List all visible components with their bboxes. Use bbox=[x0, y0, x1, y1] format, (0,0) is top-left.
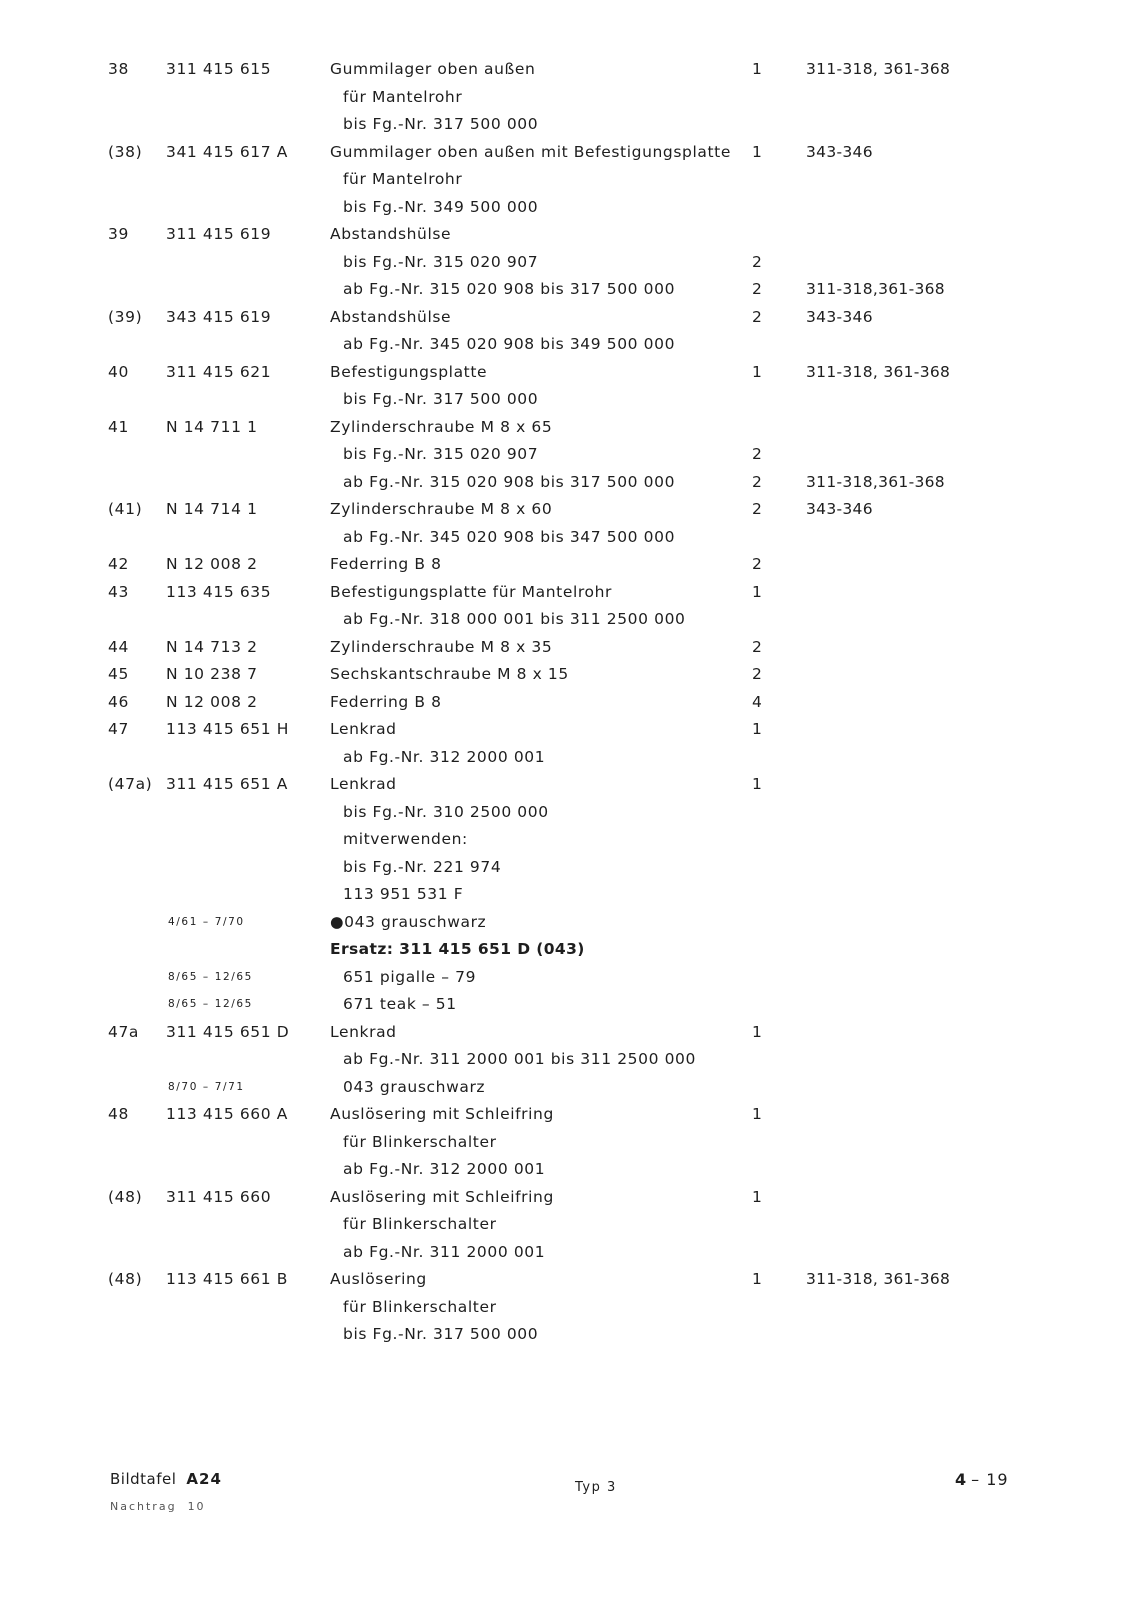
part-number: N 12 008 2 bbox=[166, 555, 258, 573]
table-row bbox=[0, 469, 1137, 497]
part-number: 113 415 661 B bbox=[166, 1270, 288, 1288]
table-row bbox=[0, 689, 1137, 717]
bildtafel-value: A24 bbox=[186, 1470, 222, 1488]
part-number: 341 415 617 A bbox=[166, 142, 288, 161]
table-row bbox=[0, 386, 1137, 414]
part-description: Zylinderschraube M 8 x 60 bbox=[330, 500, 553, 518]
table-row bbox=[0, 524, 1137, 552]
type-range: 311-318,361-368 bbox=[806, 280, 945, 298]
part-description: für Mantelrohr bbox=[343, 170, 463, 188]
part-number: 311 415 621 bbox=[166, 362, 272, 381]
part-description: Ersatz: 311 415 651 D (043) bbox=[330, 940, 585, 958]
part-description: Lenkrad bbox=[330, 1022, 397, 1041]
part-description: Auslösering mit Schleifring bbox=[330, 1187, 554, 1206]
quantity: 1 bbox=[752, 582, 763, 601]
type-range: 311-318, 361-368 bbox=[806, 362, 951, 381]
table-row bbox=[0, 606, 1137, 634]
part-description: für Mantelrohr bbox=[343, 87, 463, 106]
bildtafel-reference bbox=[110, 1470, 222, 1488]
quantity: 2 bbox=[752, 637, 763, 656]
part-number: 113 415 651 H bbox=[166, 720, 289, 738]
page-number bbox=[955, 1470, 1009, 1489]
table-row bbox=[0, 881, 1137, 909]
table-row bbox=[0, 139, 1137, 167]
part-number: N 10 238 7 bbox=[166, 665, 258, 683]
table-row bbox=[0, 1184, 1137, 1212]
type-range: 311-318, 361-368 bbox=[806, 1270, 951, 1288]
table-row bbox=[0, 166, 1137, 194]
table-row bbox=[0, 909, 1137, 937]
part-description: Federring B 8 bbox=[330, 555, 442, 573]
quantity: 1 bbox=[752, 1270, 763, 1288]
part-description: ab Fg.-Nr. 312 2000 001 bbox=[343, 1160, 546, 1178]
part-description: Auslösering bbox=[330, 1270, 427, 1288]
part-description: ●043 grauschwarz bbox=[330, 912, 487, 931]
part-description: Abstandshülse bbox=[330, 307, 452, 326]
table-row bbox=[0, 1046, 1137, 1074]
quantity: 1 bbox=[752, 775, 763, 793]
table-row bbox=[0, 1321, 1137, 1349]
part-number: N 12 008 2 bbox=[166, 692, 258, 711]
table-row bbox=[0, 1101, 1137, 1129]
quantity: 4 bbox=[752, 692, 763, 711]
part-number: N 14 711 1 bbox=[166, 417, 258, 436]
nachtrag-label: Nachtrag bbox=[110, 1500, 177, 1513]
table-row bbox=[0, 936, 1137, 964]
page-section: 4 bbox=[955, 1470, 968, 1489]
part-description: ab Fg.-Nr. 345 020 908 bis 347 500 000 bbox=[343, 527, 676, 546]
table-row bbox=[0, 634, 1137, 662]
position-number: (38) bbox=[108, 142, 143, 161]
quantity: 1 bbox=[752, 1022, 763, 1041]
quantity: 2 bbox=[752, 500, 763, 518]
quantity: 1 bbox=[752, 1187, 763, 1206]
table-row bbox=[0, 276, 1137, 304]
part-description: ab Fg.-Nr. 315 020 908 bis 317 500 000 bbox=[343, 472, 676, 491]
table-row bbox=[0, 1266, 1137, 1294]
table-row bbox=[0, 744, 1137, 772]
nachtrag-value: 10 bbox=[187, 1500, 206, 1513]
part-number: 311 415 660 bbox=[166, 1187, 272, 1206]
table-row bbox=[0, 359, 1137, 387]
position-number: (41) bbox=[108, 500, 143, 518]
part-number: 311 415 651 D bbox=[166, 1022, 290, 1041]
part-description: mitverwenden: bbox=[343, 830, 468, 848]
part-number: 113 415 635 bbox=[166, 582, 272, 601]
part-description: bis Fg.-Nr. 221 974 bbox=[343, 857, 502, 876]
position-number: 40 bbox=[108, 362, 129, 381]
part-description: ab Fg.-Nr. 312 2000 001 bbox=[343, 747, 546, 766]
part-description: bis Fg.-Nr. 310 2500 000 bbox=[343, 802, 549, 821]
part-description: Zylinderschraube M 8 x 65 bbox=[330, 417, 553, 436]
quantity: 1 bbox=[752, 362, 763, 381]
quantity: 2 bbox=[752, 445, 763, 463]
quantity: 1 bbox=[752, 1105, 763, 1123]
table-row bbox=[0, 991, 1137, 1019]
table-row bbox=[0, 194, 1137, 222]
part-description: ab Fg.-Nr. 318 000 001 bis 311 2500 000 bbox=[343, 610, 686, 628]
part-description: 651 pigalle – 79 bbox=[343, 967, 477, 986]
position-number: (47a) bbox=[108, 775, 153, 793]
date-range: 8/65 – 12/65 bbox=[168, 998, 253, 1010]
part-description: Gummilager oben außen mit Befestigungsplatte bbox=[330, 142, 731, 161]
part-description: bis Fg.-Nr. 317 500 000 bbox=[343, 1325, 539, 1343]
part-description: Sechskantschraube M 8 x 15 bbox=[330, 665, 569, 683]
quantity: 2 bbox=[752, 307, 763, 326]
parts-list bbox=[0, 56, 1137, 1349]
table-row bbox=[0, 771, 1137, 799]
position-number: 39 bbox=[108, 225, 129, 243]
part-description: bis Fg.-Nr. 317 500 000 bbox=[343, 115, 539, 133]
position-number: 42 bbox=[108, 555, 129, 573]
table-row bbox=[0, 551, 1137, 579]
table-row bbox=[0, 964, 1137, 992]
part-description: ab Fg.-Nr. 311 2000 001 bbox=[343, 1242, 546, 1261]
table-row bbox=[0, 1294, 1137, 1322]
part-description: ab Fg.-Nr. 315 020 908 bis 317 500 000 bbox=[343, 280, 676, 298]
table-row bbox=[0, 1129, 1137, 1157]
position-number: 44 bbox=[108, 637, 129, 656]
position-number: (39) bbox=[108, 307, 143, 326]
part-description: Federring B 8 bbox=[330, 692, 442, 711]
table-row bbox=[0, 579, 1137, 607]
part-description: Befestigungsplatte bbox=[330, 362, 488, 381]
part-description: für Blinkerschalter bbox=[343, 1215, 497, 1233]
part-description: bis Fg.-Nr. 315 020 907 bbox=[343, 445, 539, 463]
table-row bbox=[0, 56, 1137, 84]
table-row bbox=[0, 1019, 1137, 1047]
part-description: bis Fg.-Nr. 317 500 000 bbox=[343, 390, 539, 408]
part-number: N 14 714 1 bbox=[166, 500, 258, 518]
position-number: 48 bbox=[108, 1105, 129, 1123]
quantity: 2 bbox=[752, 665, 763, 683]
table-row bbox=[0, 441, 1137, 469]
date-range: 8/65 – 12/65 bbox=[168, 970, 253, 983]
table-row bbox=[0, 221, 1137, 249]
part-description: für Blinkerschalter bbox=[343, 1132, 497, 1151]
date-range: 4/61 – 7/70 bbox=[168, 915, 245, 928]
part-description: bis Fg.-Nr. 315 020 907 bbox=[343, 252, 539, 271]
part-description: Gummilager oben außen bbox=[330, 60, 536, 78]
table-row bbox=[0, 1074, 1137, 1102]
date-range: 8/70 – 7/71 bbox=[168, 1080, 245, 1093]
quantity: 2 bbox=[752, 472, 763, 491]
type-range: 343-346 bbox=[806, 142, 873, 161]
table-row bbox=[0, 1239, 1137, 1267]
part-number: N 14 713 2 bbox=[166, 637, 258, 656]
position-number: 45 bbox=[108, 665, 129, 683]
position-number: 43 bbox=[108, 582, 129, 601]
position-number: 47a bbox=[108, 1022, 140, 1041]
part-number: 311 415 619 bbox=[166, 225, 272, 243]
part-description: bis Fg.-Nr. 349 500 000 bbox=[343, 197, 539, 216]
table-row bbox=[0, 496, 1137, 524]
table-row bbox=[0, 1156, 1137, 1184]
part-description: 671 teak – 51 bbox=[343, 995, 457, 1013]
table-row bbox=[0, 414, 1137, 442]
part-description: 113 951 531 F bbox=[343, 885, 464, 903]
position-number: 46 bbox=[108, 692, 129, 711]
position-number: 47 bbox=[108, 720, 129, 738]
table-row bbox=[0, 799, 1137, 827]
bildtafel-label: Bildtafel bbox=[110, 1470, 177, 1488]
part-description: Lenkrad bbox=[330, 775, 397, 793]
table-row bbox=[0, 331, 1137, 359]
table-row bbox=[0, 111, 1137, 139]
table-row bbox=[0, 1211, 1137, 1239]
table-row bbox=[0, 854, 1137, 882]
type-range: 311-318, 361-368 bbox=[806, 60, 951, 78]
table-row bbox=[0, 304, 1137, 332]
quantity: 1 bbox=[752, 142, 763, 161]
part-description: Abstandshülse bbox=[330, 225, 452, 243]
type-range: 311-318,361-368 bbox=[806, 472, 945, 491]
nachtrag-reference bbox=[110, 1500, 206, 1513]
type-range: 343-346 bbox=[806, 500, 873, 518]
table-row bbox=[0, 661, 1137, 689]
table-row bbox=[0, 84, 1137, 112]
type-range: 343-346 bbox=[806, 307, 873, 326]
part-description: Zylinderschraube M 8 x 35 bbox=[330, 637, 553, 656]
part-number: 113 415 660 A bbox=[166, 1105, 288, 1123]
quantity: 2 bbox=[752, 280, 763, 298]
part-description: ab Fg.-Nr. 311 2000 001 bis 311 2500 000 bbox=[343, 1050, 696, 1068]
table-row bbox=[0, 716, 1137, 744]
quantity: 2 bbox=[752, 555, 763, 573]
table-row bbox=[0, 249, 1137, 277]
part-description: Lenkrad bbox=[330, 720, 397, 738]
table-row bbox=[0, 826, 1137, 854]
position-number: (48) bbox=[108, 1187, 143, 1206]
quantity: 1 bbox=[752, 60, 763, 78]
position-number: 38 bbox=[108, 60, 129, 78]
part-number: 311 415 651 A bbox=[166, 775, 288, 793]
part-description: für Blinkerschalter bbox=[343, 1297, 497, 1316]
quantity: 1 bbox=[752, 720, 763, 738]
typ-label: Typ 3 bbox=[575, 1480, 617, 1495]
page-suffix: – 19 bbox=[971, 1470, 1009, 1489]
part-description: 043 grauschwarz bbox=[343, 1077, 486, 1096]
part-description: Auslösering mit Schleifring bbox=[330, 1105, 554, 1123]
part-number: 311 415 615 bbox=[166, 60, 272, 78]
part-number: 343 415 619 bbox=[166, 307, 272, 326]
position-number: 41 bbox=[108, 417, 129, 436]
quantity: 2 bbox=[752, 252, 763, 271]
position-number: (48) bbox=[108, 1270, 143, 1288]
part-description: ab Fg.-Nr. 345 020 908 bis 349 500 000 bbox=[343, 335, 676, 353]
part-description: Befestigungsplatte für Mantelrohr bbox=[330, 582, 612, 601]
